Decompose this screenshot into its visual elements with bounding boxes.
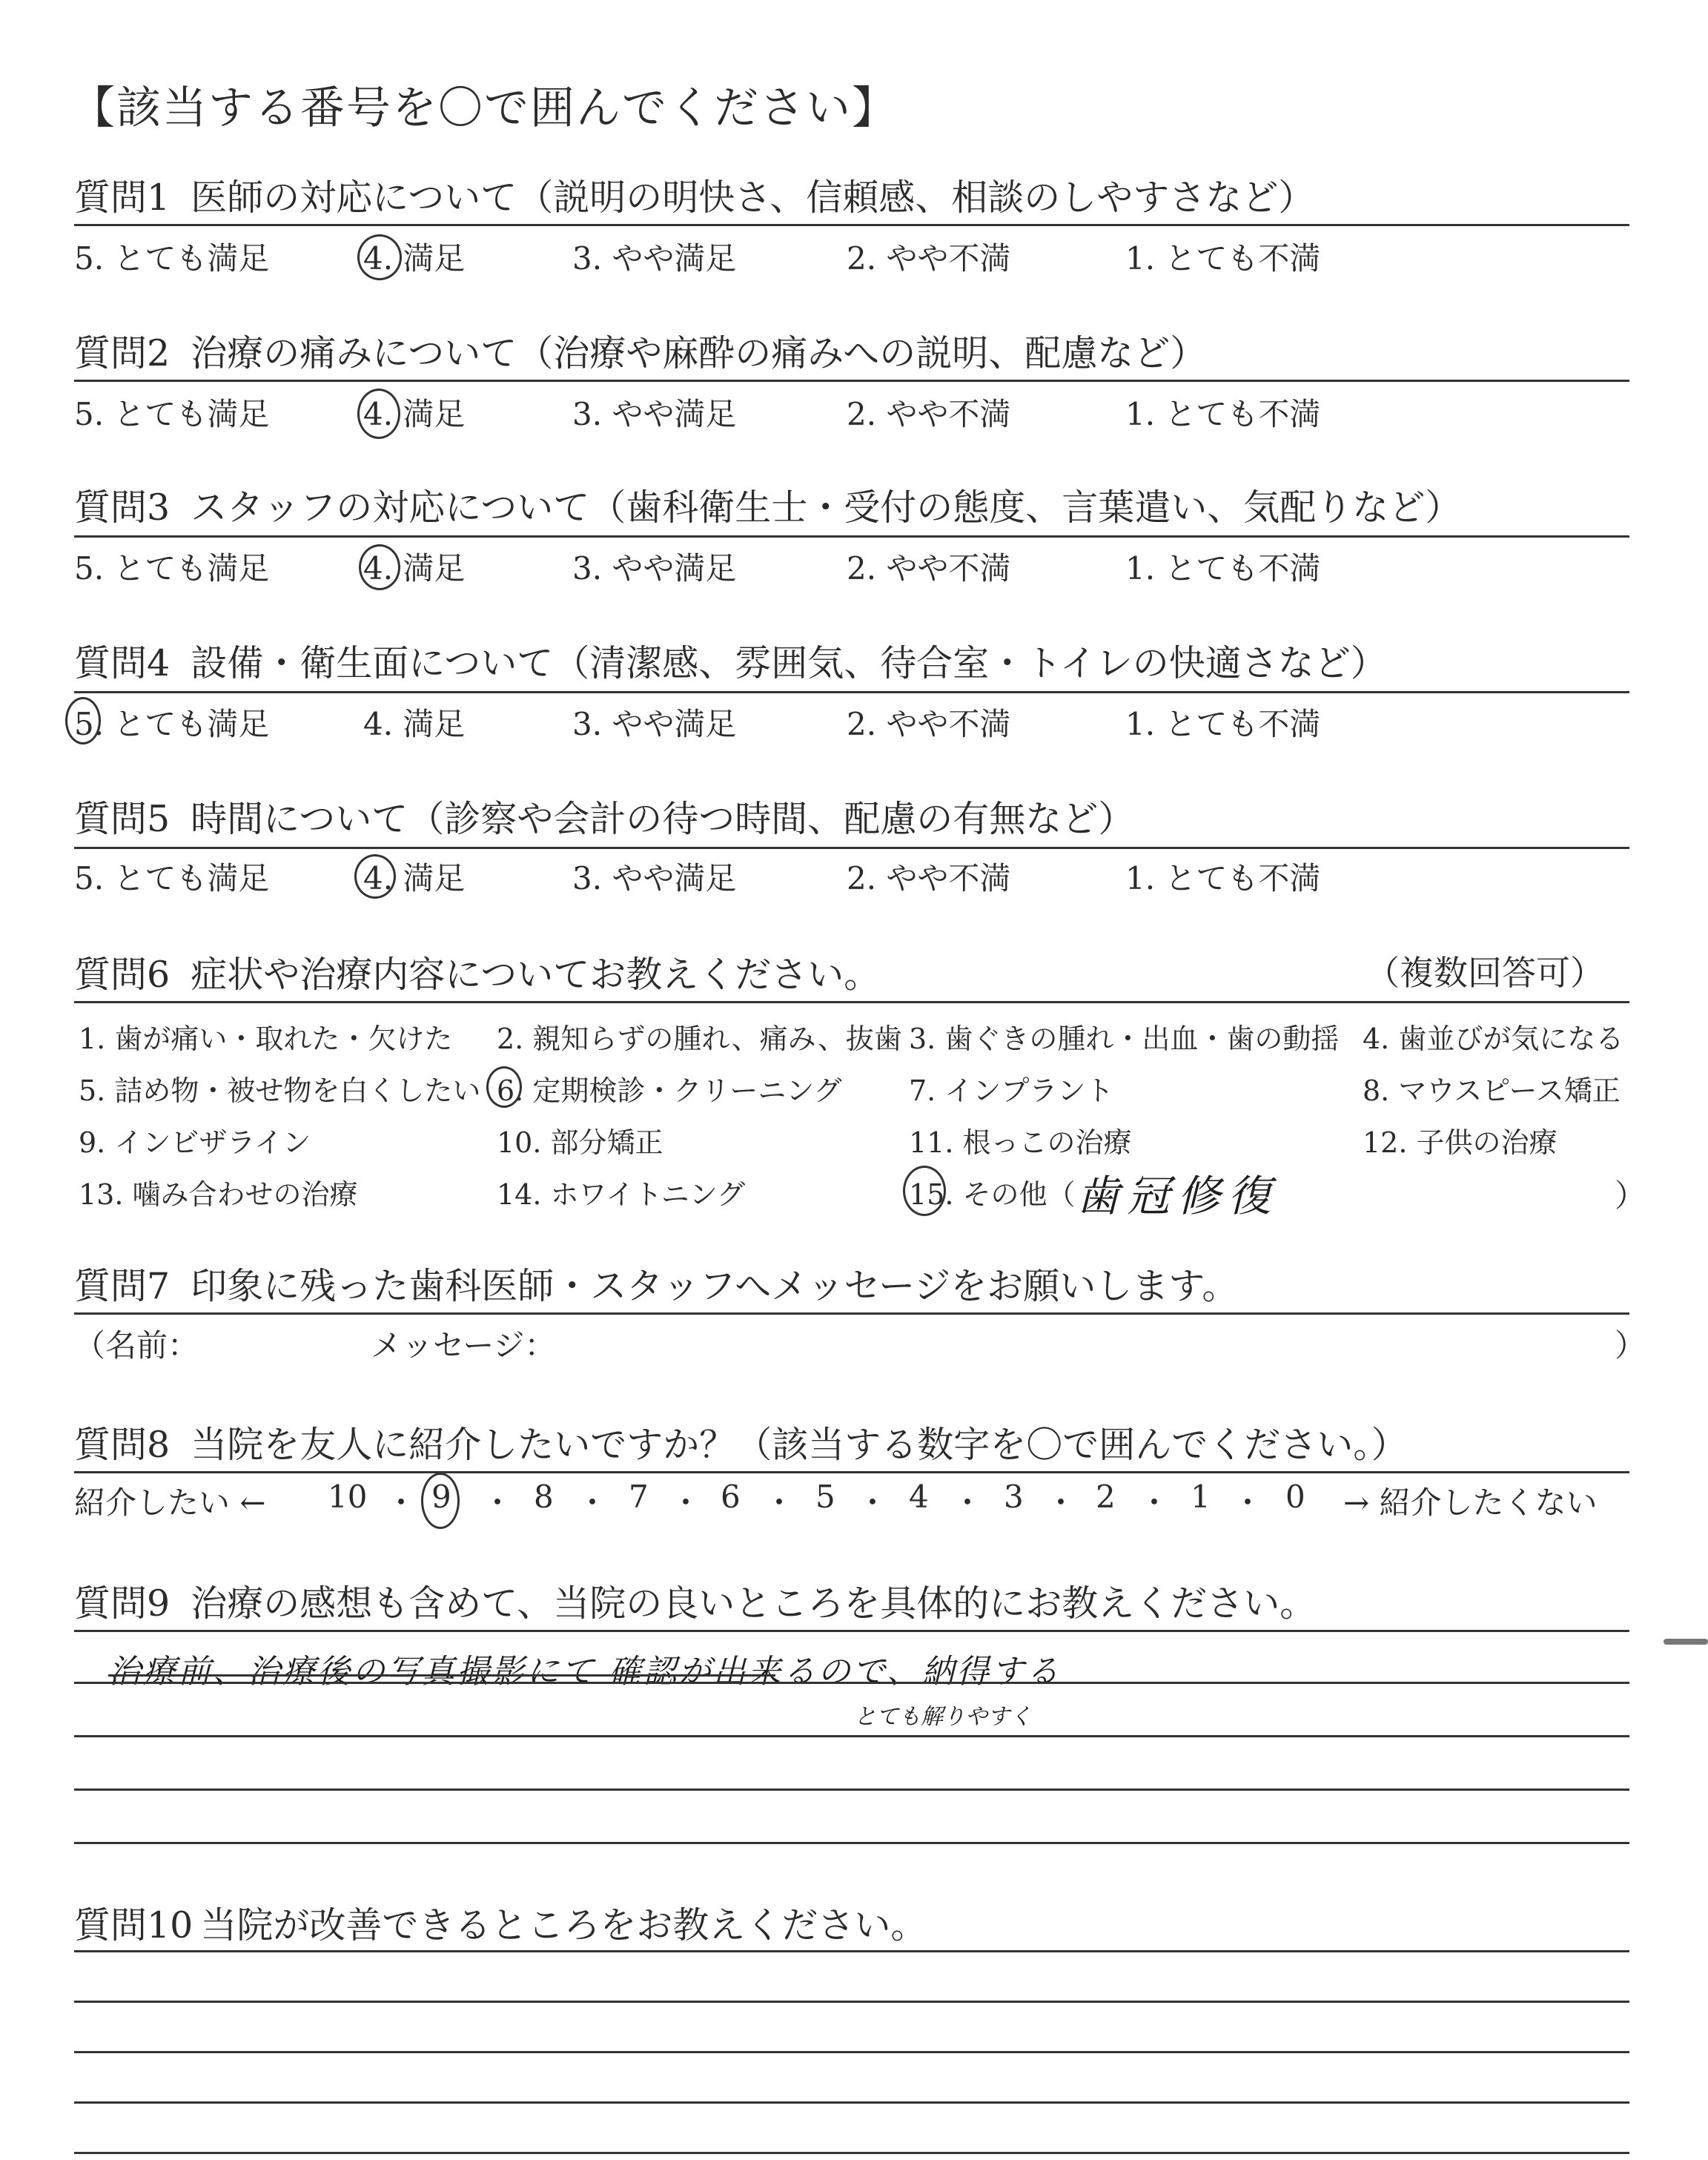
rule — [74, 1001, 1629, 1003]
q8-scale-10[interactable]: 10 — [328, 1479, 368, 1515]
question-text: スタッフの対応について（歯科衛生士・受付の態度、言葉遣い、気配りなど） — [191, 486, 1462, 529]
q4-option-1[interactable]: 1. とても不満 — [1125, 706, 1321, 742]
q2-option-5[interactable]: 5. とても満足 — [74, 396, 270, 432]
rule — [74, 1842, 1629, 1844]
q8-scale-1[interactable]: 1 — [1191, 1479, 1211, 1515]
rule — [74, 2001, 1629, 2003]
question-3 — [74, 479, 1461, 531]
question-1 — [74, 169, 1314, 221]
q4-option-4[interactable]: 4. 満足 — [363, 706, 466, 742]
q8-scale-0[interactable]: 0 — [1285, 1479, 1305, 1515]
question-7 — [74, 1258, 1238, 1309]
q6-option-14[interactable]: 14. ホワイトニング — [497, 1178, 746, 1211]
q5-option-4[interactable]: 4. 満足 — [363, 860, 466, 896]
q6-option-15[interactable]: 15. その他（ — [909, 1178, 1076, 1211]
q3-option-3[interactable]: 3. やや満足 — [572, 550, 737, 587]
q4-option-3[interactable]: 3. やや満足 — [572, 706, 737, 742]
question-number: 質問10 — [74, 1904, 193, 1946]
q1-option-3[interactable]: 3. やや満足 — [572, 240, 737, 277]
rule — [74, 224, 1629, 226]
handwritten-underline — [108, 1674, 775, 1677]
q3-option-5[interactable]: 5. とても満足 — [74, 550, 270, 587]
question-text: 当院を友人に紹介したいですか？（該当する数字を〇で囲んでください。） — [191, 1424, 1408, 1466]
q5-option-5[interactable]: 5. とても満足 — [74, 860, 270, 896]
q3-option-1[interactable]: 1. とても不満 — [1125, 550, 1321, 587]
scale-separator: ・ — [1139, 1484, 1171, 1521]
q8-scale-2[interactable]: 2 — [1096, 1479, 1116, 1515]
question-10 — [74, 1897, 927, 1949]
question-number: 質問8 — [74, 1424, 171, 1466]
q6-option-4[interactable]: 4. 歯並びが気になる — [1363, 1023, 1624, 1055]
question-text: 医師の対応について（説明の明快さ、信頼感、相談のしやすさなど） — [191, 176, 1315, 219]
scale-separator: ・ — [482, 1484, 514, 1521]
rule — [74, 1630, 1629, 1632]
question-8 — [74, 1416, 1408, 1468]
q1-option-4[interactable]: 4. 満足 — [363, 240, 466, 277]
q5-option-1[interactable]: 1. とても不満 — [1125, 860, 1321, 896]
question-number: 質問5 — [74, 798, 171, 840]
selection-circle — [486, 1066, 522, 1108]
q9-handwritten-answer: 治療前、治療後の写真撮影にて 確認が出来るので、納得する — [108, 1653, 1062, 1691]
question-number: 質問2 — [74, 332, 171, 374]
rule — [74, 1950, 1629, 1952]
rule — [74, 691, 1629, 693]
q6-option-8[interactable]: 8. マウスピース矯正 — [1363, 1074, 1621, 1107]
rule — [74, 1682, 1629, 1684]
question-6 — [74, 946, 880, 998]
q7-close-paren: ） — [1615, 1327, 1646, 1364]
q7-name-label: （名前： — [74, 1327, 199, 1364]
q3-option-2[interactable]: 2. やや不満 — [847, 550, 1011, 587]
q8-scale-3[interactable]: 3 — [1004, 1479, 1024, 1515]
question-number: 質問7 — [74, 1265, 171, 1307]
q6-option-5[interactable]: 5. 詰め物・被せ物を白くしたい — [79, 1074, 481, 1107]
rule — [74, 1471, 1629, 1473]
q6-option-13[interactable]: 13. 噛み合わせの治療 — [79, 1178, 358, 1211]
scale-separator: ・ — [577, 1484, 609, 1521]
rule — [74, 1312, 1629, 1315]
q8-scale-8[interactable]: 8 — [534, 1479, 554, 1515]
q1-option-5[interactable]: 5. とても満足 — [74, 240, 270, 277]
q6-option-11[interactable]: 11. 根っこの治療 — [909, 1126, 1132, 1159]
q4-option-2[interactable]: 2. やや不満 — [847, 706, 1011, 742]
q6-other-handwritten: 歯冠修復 — [1076, 1171, 1279, 1221]
question-number: 質問1 — [74, 176, 171, 219]
q5-option-2[interactable]: 2. やや不満 — [847, 860, 1011, 896]
q6-option-3[interactable]: 3. 歯ぐきの腫れ・出血・歯の動揺 — [909, 1023, 1340, 1055]
q4-option-5[interactable]: 5. とても満足 — [74, 706, 270, 742]
q8-scale-6[interactable]: 6 — [721, 1479, 741, 1515]
selection-circle — [357, 389, 400, 439]
q6-other-close-paren: ） — [1615, 1178, 1646, 1214]
q2-option-1[interactable]: 1. とても不満 — [1125, 396, 1321, 432]
rule — [74, 1789, 1629, 1791]
instruction-header: 【該当する番号を〇で囲んでください】 — [70, 82, 898, 134]
rule — [74, 847, 1629, 849]
question-number: 質問3 — [74, 486, 171, 529]
q6-option-10[interactable]: 10. 部分矯正 — [497, 1126, 663, 1159]
rule — [74, 2101, 1629, 2104]
q1-option-1[interactable]: 1. とても不満 — [1125, 240, 1321, 277]
scan-margin-mark — [1664, 1639, 1708, 1645]
scale-separator: ・ — [670, 1484, 702, 1521]
q6-option-12[interactable]: 12. 子供の治療 — [1363, 1126, 1558, 1159]
question-number: 質問9 — [74, 1582, 171, 1625]
question-5 — [74, 790, 1134, 842]
question-9 — [74, 1575, 1316, 1627]
selection-circle — [354, 854, 396, 899]
scale-separator: ・ — [385, 1484, 417, 1521]
question-text: 印象に残った歯科医師・スタッフへメッセージをお願いします。 — [191, 1265, 1239, 1307]
scale-separator: ・ — [857, 1484, 889, 1521]
question-2 — [74, 325, 1206, 377]
question-text: 治療の痛みについて（治療や麻酔の痛みへの説明、配慮など） — [191, 332, 1207, 374]
scale-separator: ・ — [764, 1484, 795, 1521]
question-text: 症状や治療内容についてお教えください。 — [191, 954, 881, 996]
selection-circle — [359, 544, 400, 590]
q9-handwritten-insert: とても解りやすく — [854, 1704, 1032, 1730]
q6-option-9[interactable]: 9. インビザライン — [79, 1126, 311, 1159]
q7-message-label: メッセージ： — [371, 1327, 556, 1364]
scale-separator: ・ — [1045, 1484, 1077, 1521]
rule — [74, 535, 1629, 538]
q8-scale-4[interactable]: 4 — [909, 1479, 929, 1515]
q2-option-2[interactable]: 2. やや不満 — [847, 396, 1011, 432]
q8-scale-7[interactable]: 7 — [629, 1479, 649, 1515]
q8-scale-9[interactable]: 9 — [431, 1479, 451, 1515]
question-text: 設備・衛生面について（清潔感、雰囲気、待合室・トイレの快適さなど） — [191, 642, 1387, 684]
rule — [74, 2051, 1629, 2053]
q5-option-3[interactable]: 3. やや満足 — [572, 860, 737, 896]
selection-circle — [65, 697, 101, 744]
rule — [74, 380, 1629, 382]
question-4 — [74, 635, 1387, 687]
q8-left-label: 紹介したい ← — [74, 1484, 266, 1521]
q6-option-2[interactable]: 2. 親知らずの腫れ、痛み、抜歯 — [497, 1023, 902, 1055]
scale-separator: ・ — [952, 1484, 984, 1521]
multiple-answers-note: （複数回答可） — [1366, 953, 1604, 993]
question-text: 当院が改善できるところをお教えください。 — [200, 1904, 927, 1946]
rule — [74, 2152, 1629, 2154]
q2-option-4[interactable]: 4. 満足 — [363, 396, 466, 432]
selection-circle — [357, 234, 402, 280]
selection-circle — [903, 1166, 946, 1216]
q1-option-2[interactable]: 2. やや不満 — [847, 240, 1011, 277]
question-number: 質問6 — [74, 954, 171, 996]
q2-option-3[interactable]: 3. やや満足 — [572, 396, 737, 432]
scale-separator: ・ — [1232, 1484, 1264, 1521]
question-text: 治療の感想も含めて、当院の良いところを具体的にお教えください。 — [191, 1582, 1317, 1625]
selection-circle — [421, 1473, 460, 1529]
question-number: 質問4 — [74, 642, 171, 684]
rule — [74, 1735, 1629, 1737]
q6-option-6[interactable]: 6. 定期検診・クリーニング — [497, 1074, 842, 1107]
q3-option-4[interactable]: 4. 満足 — [363, 550, 466, 587]
q6-option-1[interactable]: 1. 歯が痛い・取れた・欠けた — [79, 1023, 453, 1055]
question-text: 時間について（診察や会計の待つ時間、配慮の有無など） — [191, 798, 1135, 840]
q8-right-label: → 紹介したくない — [1343, 1484, 1598, 1521]
q8-scale-5[interactable]: 5 — [815, 1479, 835, 1515]
q6-option-7[interactable]: 7. インプラント — [909, 1074, 1114, 1107]
